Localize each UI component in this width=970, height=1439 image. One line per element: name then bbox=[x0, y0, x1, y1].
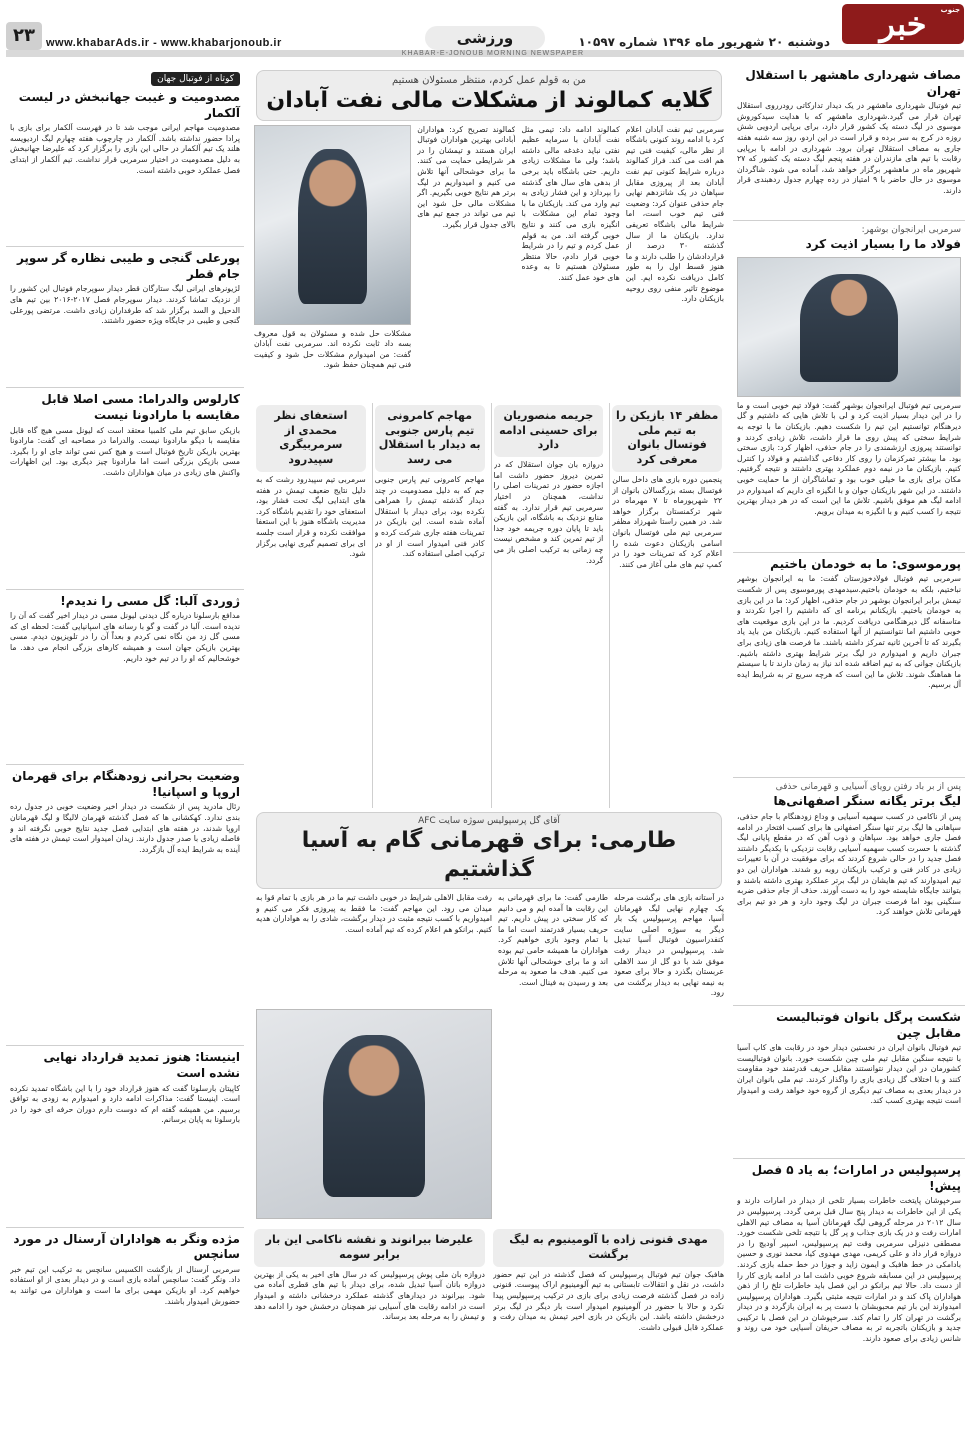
coach-photo bbox=[737, 257, 961, 397]
lead-kicker: من به قولم عمل کردم، منتظر مسئولان هستیم bbox=[392, 75, 586, 86]
article-body: سرخپوشان پایتخت خاطرات بسیار تلخی از دیدار در امارات دارند و یکی از این خاطرات به دیدار پنج سال قبل برمی گردد. پرسپولیس در سال ۲۰۱۲ در مرحله گروهی لیگ قهرمانان آسیا به مصاف تیم الاهلی امارات رفت و در یک بازی جذاب و پر گل با نتیجه تلخی شکست خورد. مصطفی دنیزلی سرمربی وقت تیم پرسپولیس، اسپیر آودیچ را در دروازه قرار داد و علی کریمی، مهدی مهدوی کیا، محمد نوری و حسین بادامکی در خط هافبک و ایمون زاید و جوزا در خط حمله بازی کردند. پرسپولیس در این مسابقه شروع خوبی داشت اما در ادامه بازی کار را از دست داد. حالا تیم برانکو در این فصل باید خاطرات تلخ را از ذهن هواداران پاک کند و در امارات نتیجه مثبتی بگیرد. هواداران پرسپولیس امیدوارند این بار تیم محبوبشان با دست پر به ایران بازگردد و در دیدار برگشت در تهران کار را تمام کند. سرخپوشان در این فصل با ترکیبی جدید و بازیکنان باتجربه تر به مصاف حریفان آسیایی خود می روند و شانس زیادی برای صعود دارند. bbox=[737, 1196, 961, 1344]
lead-body-col-1: سرمربی تیم نفت آبادان اعلام کرد با ادامه روند کنونی باشگاه از نظر مالی، کیفیت فنی تیم هم افت می کند. فراز کمالوند درباره شرایط کنونی تیم نفت آبادان بعد از پیروزی مقابل سپاهان در یک شانزدهم نهایی جام حذفی عنوان کرد: وضعیت فنی تیم خوب است، اما شرایط مالی باشگاه تعریفی ندارد. بازیکنان ما از سال گذشته ۳۰ درصد از قراردادشان را طلب دارند و ما هنوز قسط اول را به طور کامل دریافت نکرده ایم. این موضوع تاثیر منفی روی روحیه بازیکنان دارد. bbox=[625, 124, 724, 304]
article-body: سرمربی تیم فوتبال فولادخوزستان گفت: ما به ایرانجوان بوشهر نباختیم، بلکه به خودمان باختیم.سیدمهدی پورموسوی پس از شکست تیمش برابر ایرانجوان بوشهر در جام حذفی، اظهار کرد: ما در این بازی به خودمان باختیم. بازیکنانم برنامه ای که داشتیم را اجرا نکردند و متاسفانه گل دیرهنگامی دریافت کردیم. ما در این بازی موقعیت های خوبی داشتیم اما نتوانستیم از آنها استفاده کنیم. بازیکنان من باید یاد بگیرند که تا آخرین ثانیه تمرکز داشته باشند. ما فرصت های زیادی برای جبران داریم و امیدوارم در لیگ برتر شرایط بهتری داشته باشیم. بازیکنان جوانی که به تیم اضافه شده اند نیاز به زمان دارند تا با سیستم ما هماهنگ شوند. تلاش ما این است که هرچه سریع تر به شرایط ایده آل برسیم. bbox=[737, 574, 961, 690]
article-mahshahr bbox=[733, 68, 965, 221]
article-valderrama bbox=[6, 392, 244, 589]
strip-body: پنجمین دوره بازی های داخل سالن فوتسال بسته بزرگسالان بانوان از ۲۲ شهریورماه تا ۷ مهرماه در شهر ترکمنستان برگزار خواهد شد. در همین راستا شهرزاد مظفر سرمربی تیم ملی فوتسال بانوان اسامی بازیکنان دعوت شده را اعلام کرد که تمرینات خود را در کمپ تیم های ملی آغاز می کنند. bbox=[612, 475, 722, 569]
strip-item-hosseini bbox=[491, 403, 606, 808]
person-silhouette bbox=[323, 1035, 426, 1197]
article-jahanbakhsh bbox=[6, 90, 244, 247]
article-beiranvand bbox=[254, 1227, 485, 1436]
article-title[interactable]: پورموسوی: ما به خودمان باختیم bbox=[770, 556, 961, 571]
afc-body-col-1: در آستانه بازی های برگشت مرحله یک چهارم نهایی لیگ قهرمانان آسیا، مهاجم پرسپولیس یک بار دیگر به سوژه اصلی سایت کنفدراسیون فوتبال آسیا تبدیل شد. پرسپولیس در دیدار رفت موفق شد با دو گل از سد الاهلی عربستان بگذرد و حالا برای صعود به نیمه نهایی به دیدار برگشت می رود. bbox=[614, 893, 724, 998]
article-women-china bbox=[733, 1010, 965, 1159]
article-body: تیم فوتبال شهرداری ماهشهر در یک دیدار تدارکاتی رودرروی استقلال تهران قرار می گیرد.شهرداری ماهشهر که با هدایت سیدکوروش موسوی در لیگ دسته یک کشور قرار دارد، برای برپایی اردویی شش روزه در کرج به سر برده و قرار است در این اردو، روز سه شنبه هفته جاری به مصاف استقلال تهران برود. شهرداری در ادامه با برپایی رقابت با تیم های مازندران در هفته پنجم لیگ دسته یک کشور که ۲۷ شهریور ماه در ماهشهر برگزار خواهد شد، آماده می شود. شاگردان موسوی در حال حاضر با ۹ امتیاز در رده چهارم جدول ردهبندی قرار دارند. bbox=[737, 101, 961, 195]
websites[interactable]: www.khabarAds.ir - www.khabarjonoub.ir bbox=[46, 37, 282, 49]
afc-title[interactable]: طارمی: برای قهرمانی گام به آسیا گذاشتیم bbox=[301, 827, 677, 883]
article-title[interactable]: مصدومیت و غیبت جهانبخش در لیست آلکمار bbox=[18, 90, 240, 120]
article-body: تیم فوتبال بانوان ایران در نخستین دیدار خود در رقابت های کاپ آسیا با نتیجه سنگین مقابل تیم ملی چین شکست خورد. بانوان فوتبالیست کشورمان در این دیدار نتوانستند مقابل حریف قدرتمند خود مقاومت کنند و با اختلاف گل زیادی بازی را واگذار کردند. تیم ملی بانوان ایران در دیدار بعدی به مصاف تیم دیگری از گروه خود خواهد رفت و امیدوار است نتیجه بهتری کسب کند. bbox=[737, 1043, 961, 1106]
afc-photo-area bbox=[256, 893, 492, 1223]
bottom-articles bbox=[254, 1227, 724, 1436]
section-label: ورزشی bbox=[425, 26, 545, 50]
article-title[interactable]: مژده ونگر به هواداران آرسنال در مورد سانچس bbox=[13, 1231, 240, 1262]
banner-text: KHABAR-E-JONOUB MORNING NEWSPAPER bbox=[401, 50, 584, 57]
article-title[interactable]: پورعلی گنجی و طیبی نظاره گر سوپر جام قطر bbox=[16, 251, 240, 281]
strip-title[interactable]: جریمه منصوریان برای حسینی ادامه دارد bbox=[494, 405, 604, 458]
article-perspolis-uae bbox=[733, 1163, 965, 1436]
left-column bbox=[6, 66, 244, 1436]
article-body: رئال مادرید پس از شکست در دیدار اخیر وضعیت خوبی در جدول رده بندی ندارد. کهکشانی ها که فصل گذشته قهرمان لالیگا و لیگ قهرمانان اروپا شدند، در هفته های ابتدایی فصل جدید نتایج خوبی نگرفته اند و فاصله زیادی با صدر جدول دارند. زیدان امیدوار است تیمش در هفته های آینده به شرایط ایده آل بازگردد. bbox=[10, 802, 240, 854]
strip-title[interactable]: مظفر ۱۴ بازیکن را به تیم ملی فوتسال بانوان معرفی کرد bbox=[612, 405, 722, 472]
kamalvand-photo bbox=[254, 125, 411, 325]
article-title[interactable]: لیگ برتر یگانه سنگر اصفهانی‌ها bbox=[773, 794, 961, 809]
article-isfahan bbox=[733, 782, 965, 1006]
article-pourmousavi bbox=[733, 557, 965, 779]
article-body: کاپیتان بارسلونا گفت که هنوز قرارداد خود را با این باشگاه تمدید نکرده است. اینیستا گفت: مذاکرات ادامه دارد و امیدوارم به زودی به توافق برسیم. من همیشه گفته ام که دوست دارم دوران حرفه ای خود را در بارسلونا به پایان برسانم. bbox=[10, 1083, 240, 1125]
afc-body-col-2: طارمی گفت: ما برای قهرمانی به این رقابت ها آمده ایم و می دانیم که کار سختی در پیش داریم. تیم حریف بسیار قدرتمند است اما ما با تمام وجود بازی خواهیم کرد. هواداران ما همیشه حامی تیم بوده اند و ما برای خوشحالی آنها تلاش می کنیم. هدف ما صعود به مرحله بعد و رسیدن به فینال است. bbox=[498, 893, 608, 987]
section-badge: کوتاه از فوتبال جهان bbox=[151, 72, 240, 86]
article-title[interactable]: وضعیت بحرانی زودهنگام برای قهرمان اروپا و اسپانیا! bbox=[11, 769, 240, 799]
lead-body-col-3: کمالوند تصریح کرد: هواداران آبادانی بهترین هواداران فوتبال ایران هستند و تیمشان را در هر شرایطی حمایت می کنند. ما برای خوشحالی آنها تلاش می کنیم و امیدواریم در لیگ برتر هم نتایج خوبی بگیریم. اگر مشکلات مالی حل شود این تیم می تواند در جمع تیم های بالای جدول قرار بگیرد. bbox=[417, 124, 516, 230]
article-body: سرمربی تیم فوتبال ایرانجوان بوشهر گفت: فولاد تیم خوبی است و ما را در این دیدار بسیار اذیت کرد و لی با تلاش هایی که داشتیم و گل دیرهنگام توانستیم این تیم را شکست دهیم. بازیکنان ما با توجه به شرایط سختی که پیش روی ما قرار داشت، تلاش زیادی کردند و توانستند پیروزی ارزشمندی را در جام حذفی، اظهار کرد: بازی سختی بود. ما بیشتر تمرکزمان را روی کار دفاعی گذاشتیم و فولاد را کنترل کنیم. بازیکنان ما در نیمه دوم عملکرد بهتری داشتند و نتیجه گرفتیم. مکان برای بازی ما خیلی خوب بود و تماشاگران از ما حمایت خوبی داشتند. در این شهر بازیکنان جوان و با انگیزه ای داریم که امیدوارم در ادامه لیگ هم موفق باشیم. تلاش ما این است که در هر دیدار بهترین نتیجه را کسب کنیم و با انگیزه به میدان برویم. bbox=[737, 400, 961, 516]
taremi-photo bbox=[256, 1009, 492, 1219]
article-real-madrid bbox=[6, 769, 244, 1046]
lead-title[interactable]: گلایه کمالوند از مشکلات مالی نفت آبادان bbox=[266, 88, 712, 113]
header-rule bbox=[6, 50, 964, 57]
article-iniesta bbox=[6, 1050, 244, 1227]
strip-body: سرمربی تیم سپیدرود رشت که به دلیل نتایج ضعیف تیمش در هفته های ابتدایی لیگ تحت فشار بود، استعفای خود را تقدیم باشگاه کرد. مدیریت باشگاه هنوز با این استعفا موافقت نکرده و قرار است جلسه ای برای تصمیم گیری نهایی برگزار شود. bbox=[256, 475, 366, 559]
article-body: بازیکن سابق تیم ملی کلمبیا معتقد است که لیونل مسی هیچ گاه قابل مقایسه با دیگو مارادونا نیست. والدراما در مصاحبه ای گفت: مارادونا بهترین بازیکن تاریخ فوتبال است و هیچ کس نمی تواند جای او را بگیرد. مسی بازیکن بزرگی است اما مارادونا چیز دیگری بود. این اظهارات واکنش های زیادی در میان هواداران داشت. bbox=[10, 425, 240, 477]
article-sanchez bbox=[6, 1232, 244, 1388]
lead-photo-area bbox=[254, 125, 411, 395]
lead-article bbox=[254, 125, 724, 395]
article-iranjavan bbox=[733, 225, 965, 553]
bottom-title[interactable]: مهدی قنونی زاده با آلومینیوم به لیگ برگشت bbox=[493, 1229, 724, 1267]
article-ghanoonizadeh bbox=[493, 1227, 724, 1436]
logo-subtitle: جنوب bbox=[940, 6, 960, 14]
person-silhouette bbox=[298, 149, 366, 303]
strip-item-sepidrood bbox=[254, 403, 368, 808]
masthead bbox=[0, 0, 970, 62]
article-title[interactable]: پرسپولیس در امارات؛ به یاد ۵ فصل پیش! bbox=[751, 1163, 961, 1193]
page-number: ۲۳ bbox=[6, 22, 42, 50]
strip-body: مهاجم کامرونی تیم پارس جنوبی جم که به دلیل مصدومیت در چند دیدار گذشته تیمش را همراهی نکرده بود، برای دیدار با استقلال آماده شده است. این بازیکن در تمرینات هفته جاری شرکت کرده و کادر فنی امیدوار است از او در ترکیب اصلی استفاده کند. bbox=[374, 475, 485, 559]
article-body: مصدومیت مهاجم ایرانی موجب شد تا در فهرست آلکمار برای بازی با پرادا حضور نداشته باشد. آلکمار در چارچوب هفته چهارم لیگ اردیویسه هلند یک تیم آلکمار در حالی این بازی را برگزار کرد که علیرضا جهانبخش به دلیل مصدومیت در اختیار سرمربی قرار نداشت. تیم آلکمار از ابتدای فصل عملکرد خوبی داشته است. bbox=[10, 123, 240, 175]
article-kicker: پس از بر باد رفتن رویای آسیایی و قهرمانی حذفی bbox=[775, 782, 961, 793]
article-title[interactable]: مصاف شهرداری ماهشهر با استقلال تهران bbox=[745, 68, 961, 98]
article-body: پس از ناکامی در کسب سهمیه آسیایی و وداع زودهنگام با جام حذفی، سپاهانی ها لیگ برتر تنها سنگر اصفهانی ها برای کسب افتخار در ادامه فصل جاری خواهد بود. سپاهان و ذوب آهن که در مقطع پایانی لیگ گذشته با حسرت کسب سهمیه آسیایی رقابت نزدیکی با یکدیگر داشتند فصل جدید را در حالی شروع کردند که برای موفقیت در آن با تغییرات زیادی در کادر فنی و ترکیب بازیکنان روبه رو شدند. هواداران این دو تیم امیدوارند که تیم هایشان در لیگ برتر عملکرد بهتری داشته باشند و بتوانند جایگاه شایسته خود را به دست آورند. حذف از جام حذفی ضربه سنگینی بود اما فرصت جبران در لیگ وجود دارد و هر دو تیم برای قهرمانی تلاش خواهند کرد. bbox=[737, 811, 961, 917]
strip-item-cameroon bbox=[372, 403, 487, 808]
afc-headline-box bbox=[256, 812, 722, 889]
article-body: لژیونرهای ایرانی لیگ ستارگان قطر دیدار سوپرجام فوتبال این کشور را از نزدیک تماشا کردند. دیدار سوپرجام فصل ۲۰۱۷-۲۰۱۶ بین تیم های الدحیل و السد برگزار شد که طرفداران زیادی داشت. مرتضی پورعلی گنجی و طیبی در جایگاه ویژه حضور داشتند. bbox=[10, 284, 240, 326]
person-silhouette bbox=[800, 274, 898, 382]
article-title[interactable]: اینیستا: هنوز تمدید قرارداد نهایی نشده است bbox=[43, 1050, 240, 1080]
bottom-body: هافبک جوان تیم فوتبال پرسپولیس که فصل گذشته در این تیم حضور داشت، در نقل و انتقالات تابستانی به تیم آلومینیوم اراک پیوست. قنونی زاده در فصل گذشته فرصت زیادی برای بازی در ترکیب پرسپولیس پیدا نکرد و حالا با حضور در آلومینیوم امیدوار است بار دیگر در لیگ برتر درخشش داشته باشد. این بازیکن در بازی اخیر تیمش به میدان رفت و عملکرد قابل قبولی داشت. bbox=[493, 1269, 724, 1332]
article-body: سرمربی آرسنال از بازگشت الکسیس سانچس به ترکیب این تیم خبر داد. ونگر گفت: سانچس آماده بازی است و در دیدار بعدی از او استفاده خواهیم کرد. او بازیکن مهمی برای ما است و هواداران می توانند به حضورش امیدوار باشند. bbox=[10, 1264, 240, 1306]
strip-title[interactable]: استعفای نظر محمدی از سرمربیگری سپیدرود bbox=[256, 405, 366, 472]
strip-item-futsal bbox=[609, 403, 724, 808]
lead-body-col-2: کمالوند ادامه داد: تیمی مثل نفت آبادان با سرمایه عظیم نفتی نباید دغدغه مالی داشته باشد؛ ولی ما مشکلات زیادی داریم. حتی باشگاه باید برخی از بدهی های سال های گذشته را بپردازد و این فشار زیادی به تیم وارد می کند. بازیکنان ما با وجود تمام این مشکلات با انگیزه بازی می کنند و نتایج خوبی گرفته اند. من به قولم عمل کردم و تیم را در شرایط خوبی قرار دادم، حالا منتظر مسئولان هستیم تا به وعده های خود عمل کنند. bbox=[521, 124, 620, 282]
article-title[interactable]: ژوردی آلبا: گل مسی را ندیدم! bbox=[60, 593, 240, 608]
bottom-body: دروازه بان ملی پوش پرسپولیس که در سال های اخیر به یکی از بهترین دروازه بانان آسیا تبدیل شده، برای دیدار با تیم های قطری آماده می شود. بیرانوند در دیدارهای گذشته عملکرد درخشانی داشته و امیدوار است در ادامه رقابت های آسیایی نیز همچنان درخشش خود را ادامه دهد و تیمش را به مرحله بعد برساند. bbox=[254, 1269, 485, 1322]
article-qatar bbox=[6, 251, 244, 388]
news-strip bbox=[254, 403, 724, 808]
issue-date: دوشنبه ۲۰ شهریور ماه ۱۳۹۶ شماره ۱۰۵۹۷ bbox=[578, 35, 830, 49]
article-alba bbox=[6, 594, 244, 766]
newspaper-logo[interactable]: جنوب خبر bbox=[842, 4, 964, 44]
strip-title[interactable]: مهاجم کامرونی تیم پارس جنوبی به دیدار با استقلال می رسد bbox=[375, 405, 485, 472]
right-column bbox=[733, 66, 965, 1436]
lead-headline-box bbox=[256, 70, 722, 121]
bottom-title[interactable]: علیرضا بیرانوند و نقشه ناکامی این بار برابر سومه bbox=[254, 1229, 485, 1267]
article-title[interactable]: کارلوس والدراما: مسی اصلا قابل مقایسه با مارادونا نیست bbox=[41, 392, 240, 422]
article-kicker: سرمربی ایرانجوان بوشهر: bbox=[861, 225, 961, 236]
strip-body: دروازه بان جوان استقلال که در تمرین دیروز حضور داشت اما اجازه حضور در تمرینات اصلی را نداشت، همچنان در اختیار سرمربی تیم قرار ندارد. به گفته منابع نزدیک به باشگاه، این بازیکن باید تا پایان دوره جریمه خود جدا از تیم تمرین کند و مشخص نیست چه زمانی به ترکیب اصلی باز می گردد. bbox=[493, 460, 604, 565]
article-title[interactable]: شکست پرگل بانوان فوتبالیست مقابل چین bbox=[776, 1009, 961, 1040]
article-body: مدافع بارسلونا درباره گل دیدنی لیونل مسی در دیدار اخیر گفت که آن را ندیده است. آلبا در گفت و گو با رسانه های اسپانیایی گفت: لحظه ای که مسی گل زد من نگاه نمی کردم و بعداً آن را در تلویزیون دیدم. مسی بهترین بازیکن جهان است و همیشه کارهای بزرگی انجام می دهد. ما خوشحالیم که او را در تیم خود داریم. bbox=[10, 611, 240, 663]
center-column bbox=[250, 66, 728, 1436]
afc-kicker: آقای گل پرسپولیس سوژه سایت AFC bbox=[418, 815, 560, 826]
lead-body-col-4: مشکلات حل شده و مسئولان به قول معروف بسه داد ثابت نکرده اند. سرمربی نفت آبادان گفت: من امیدوارم مشکلات حل شود و کیفیت فنی تیم همچنان حفظ شود. bbox=[253, 328, 412, 370]
afc-article bbox=[254, 893, 724, 1223]
afc-body-col-3: رفت مقابل الاهلی شرایط در خوبی داشت تیم ما در هر بازی با تمام قوا به میدان می رود. این مهاجم گفت: ما فقط به پیروزی فکر می کنیم و امیدواریم با کسب نتیجه مثبت در دیدار برگشت، شادی را به هواداران هدیه کنیم. برانکو هم اعلام کرده که تیم آماده است. bbox=[256, 893, 492, 934]
article-title[interactable]: فولاد ما را بسیار اذیت کرد bbox=[805, 237, 961, 252]
